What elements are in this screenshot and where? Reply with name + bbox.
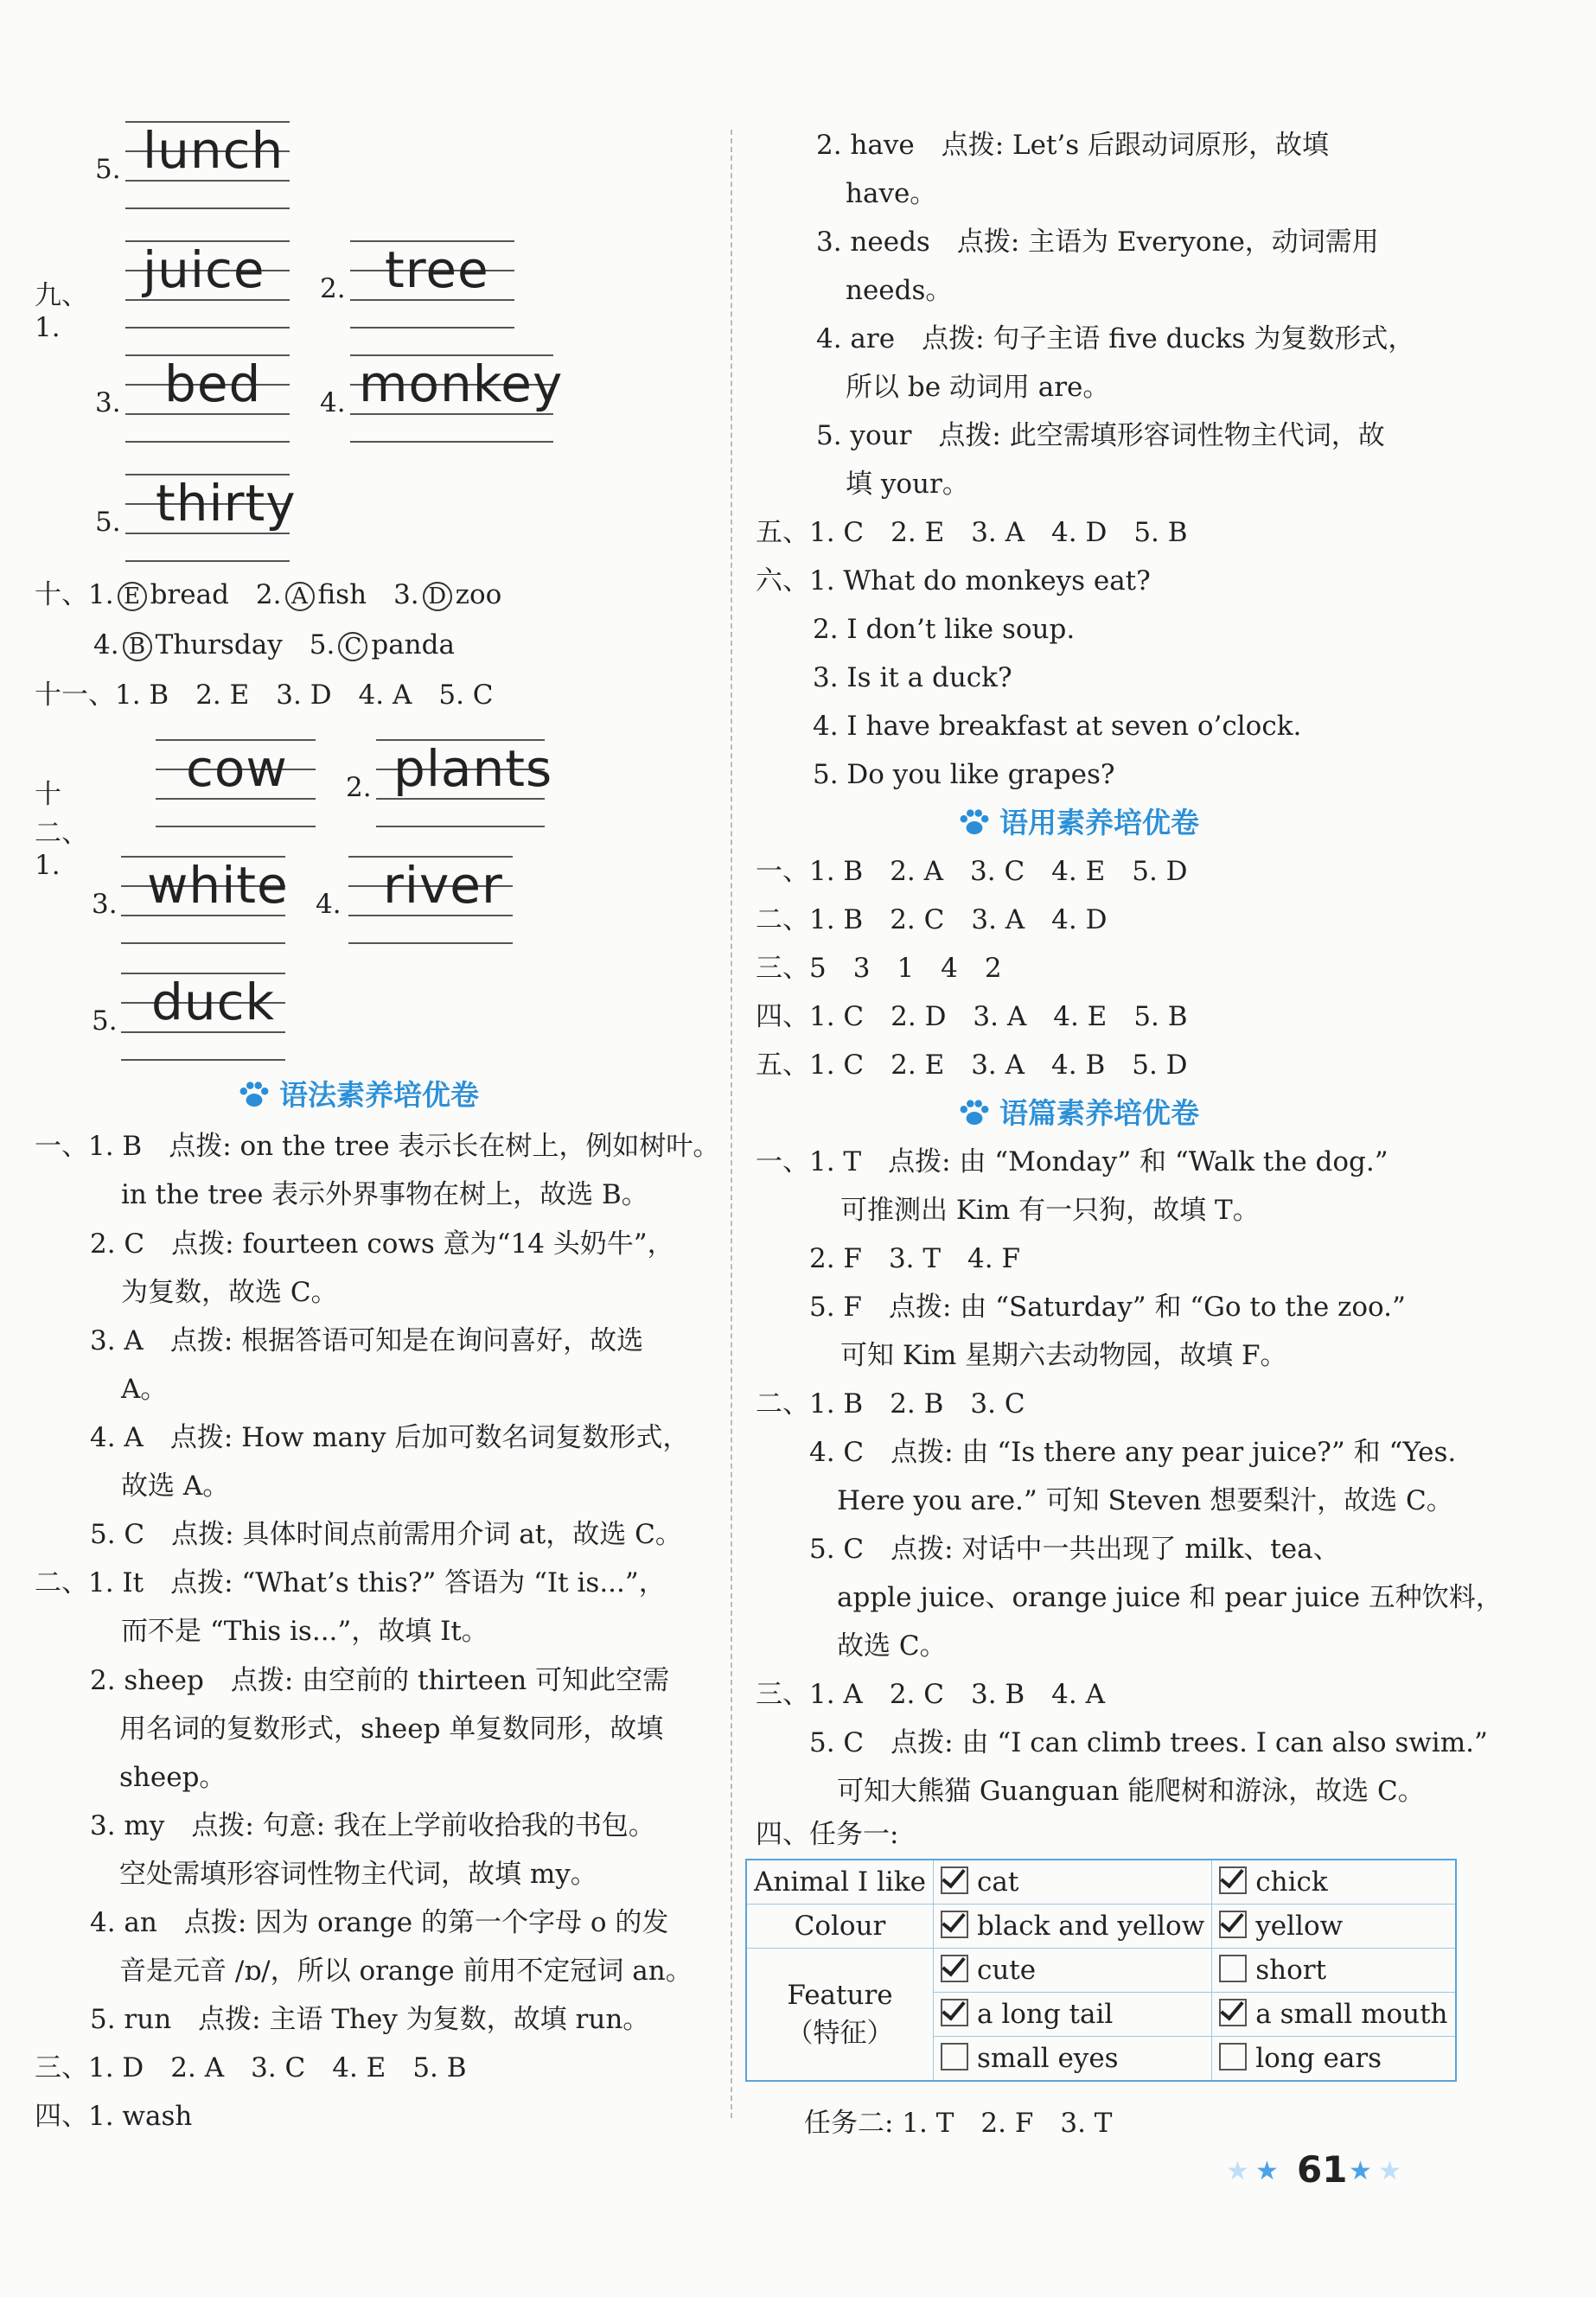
- answer-line: 任务二: 1. T 2. F 3. T: [804, 2108, 1113, 2139]
- answer-line: 二、1. B 2. B 3. C: [756, 1388, 1025, 1420]
- answer-line: 3. Is it a duck?: [813, 662, 1012, 693]
- answer-line: 四、1. wash: [35, 2101, 193, 2132]
- paw-icon: [958, 1099, 991, 1126]
- answer-line: 2. have 点拨: Let’s 后跟动词原形，故填: [816, 130, 1330, 161]
- paw-icon: [238, 1081, 271, 1108]
- checkbox-icon: [941, 1911, 968, 1938]
- q10-line-2: 4. B Thursday 5. C panda: [93, 629, 455, 660]
- page-number: 61: [1297, 2148, 1348, 2191]
- task-table: [745, 1859, 1457, 2082]
- answer-line: 可知 Kim 星期六去动物园，故填 F。: [840, 1340, 1287, 1371]
- answer-line: 一、1. B 2. A 3. C 4. E 5. D: [756, 856, 1188, 887]
- star-icon: ★: [1378, 2156, 1401, 2186]
- answer-line: 为复数，故选 C。: [121, 1277, 338, 1308]
- answer-line: 填 your。: [846, 469, 969, 500]
- handwritten-word: thirty: [156, 474, 297, 533]
- answer-line: 4. are 点拨: 句子主语 five ducks 为复数形式，: [816, 323, 1415, 354]
- option-cell: a long tail: [933, 1993, 1211, 2037]
- handwritten-word: cow: [186, 739, 288, 798]
- option-cell: long ears: [1212, 2037, 1456, 2082]
- answer-line: in the tree 表示外界事物在树上，故选 B。: [121, 1179, 648, 1210]
- section-header-grammar: 语法素养培优卷: [238, 1078, 479, 1113]
- handwritten-word: monkey: [359, 354, 564, 413]
- checkbox-icon: [1219, 1955, 1247, 1982]
- table-row-header: Feature （特征）: [746, 1949, 933, 2082]
- handwritten-word: duck: [151, 973, 276, 1031]
- column-divider: [731, 130, 732, 2118]
- star-icon: ★: [1255, 2156, 1279, 2186]
- answer-line: needs。: [846, 275, 953, 306]
- checkbox-icon: [1219, 1911, 1247, 1938]
- checkbox-icon: [941, 2043, 968, 2070]
- answer-line: have。: [846, 178, 937, 209]
- handwritten-word: river: [383, 856, 503, 915]
- answer-line: A。: [121, 1374, 168, 1405]
- answer-line: 二、1. B 2. C 3. A 4. D: [756, 904, 1108, 935]
- answer-line: 3. needs 点拨: 主语为 Everyone，动词需用: [816, 227, 1379, 258]
- option-cell: chick: [1212, 1860, 1456, 1905]
- section-header-discourse: 语篇素养培优卷: [958, 1096, 1199, 1131]
- checkbox-icon: [1219, 1999, 1247, 2026]
- option-cell: black and yellow: [933, 1905, 1211, 1949]
- handwritten-word: bed: [164, 354, 262, 413]
- answer-line: 3. my 点拨: 句意: 我在上学前收拾我的书包。: [90, 1810, 655, 1841]
- option-cell: a small mouth: [1212, 1993, 1456, 2037]
- answer-line: 三、5 3 1 4 2: [756, 953, 1002, 984]
- answer-line: 5. C 点拨: 对话中一共出现了 milk、tea、: [809, 1534, 1340, 1565]
- answer-line: 5. F 点拨: 由 “Saturday” 和 “Go to the zoo.”: [809, 1292, 1406, 1323]
- answer-line: sheep。: [119, 1762, 227, 1793]
- answer-line: 故选 A。: [121, 1471, 230, 1502]
- option-cell: cute: [933, 1949, 1211, 1993]
- answer-line: 三、1. D 2. A 3. C 4. E 5. B: [35, 2052, 467, 2083]
- checkbox-icon: [941, 1866, 968, 1894]
- answer-line: 2. F 3. T 4. F: [809, 1243, 1020, 1274]
- option-cell: short: [1212, 1949, 1456, 1993]
- answer-line: 五、1. C 2. E 3. A 4. B 5. D: [756, 1050, 1188, 1081]
- answer-line: 可推测出 Kim 有一只狗，故填 T。: [840, 1195, 1260, 1226]
- answer-line: 五、1. C 2. E 3. A 4. D 5. B: [756, 517, 1188, 548]
- answer-line: 一、1. B 点拨: on the tree 表示长在树上，例如树叶。: [35, 1131, 720, 1162]
- option-cell: small eyes: [933, 2037, 1211, 2082]
- answer-line: 一、1. T 点拨: 由 “Monday” 和 “Walk the dog.”: [756, 1146, 1389, 1177]
- answer-line: 用名词的复数形式，sheep 单复数同形，故填: [119, 1713, 664, 1745]
- q10-line-1: 十、1. E bread 2. A fish 3. D zoo: [35, 579, 502, 610]
- handwritten-word: juice: [143, 240, 265, 299]
- checkbox-icon: [941, 1955, 968, 1982]
- option-cell: cat: [933, 1860, 1211, 1905]
- paw-icon: [958, 808, 991, 836]
- answer-line: 二、1. It 点拨: “What’s this?” 答语为 “It is...”，: [35, 1567, 666, 1598]
- answer-line: 5. Do you like grapes?: [813, 759, 1115, 790]
- answer-line: 3. A 点拨: 根据答语可知是在询问喜好，故选: [90, 1325, 644, 1356]
- answer-line: 音是元音 /ɒ/，所以 orange 前用不定冠词 an。: [119, 1956, 693, 1987]
- checkbox-icon: [941, 1999, 968, 2026]
- answer-line: 十一、1. B 2. E 3. D 4. A 5. C: [35, 680, 494, 711]
- answer-line: 5. C 点拨: 由 “I can climb trees. I can also swim.”: [809, 1727, 1488, 1758]
- answer-line: 六、1. What do monkeys eat?: [756, 565, 1151, 597]
- answer-line: 四、1. C 2. D 3. A 4. E 5. B: [756, 1001, 1188, 1032]
- handwritten-word: tree: [385, 240, 489, 299]
- answer-line: 2. I don’t like soup.: [813, 614, 1076, 645]
- answer-line: 故选 C。: [837, 1630, 947, 1662]
- answer-line: Here you are.” 可知 Steven 想要梨汁，故选 C。: [837, 1485, 1453, 1516]
- answer-line: 2. sheep 点拨: 由空前的 thirteen 可知此空需: [90, 1665, 670, 1696]
- answer-line: 4. I have breakfast at seven o’clock.: [813, 711, 1302, 742]
- answer-line: 5. your 点拨: 此空需填形容词性物主代词，故: [816, 420, 1385, 451]
- answer-line: 而不是 “This is...”，故填 It。: [121, 1616, 488, 1647]
- answer-line: 5. C 点拨: 具体时间点前需用介词 at，故选 C。: [90, 1519, 682, 1550]
- answer-line: 三、1. A 2. C 3. B 4. A: [756, 1679, 1105, 1710]
- answer-line: 4. A 点拨: How many 后加可数名词复数形式，: [90, 1422, 690, 1453]
- answer-line: 4. an 点拨: 因为 orange 的第一个字母 o 的发: [90, 1907, 669, 1938]
- checkbox-icon: [1219, 1866, 1247, 1894]
- answer-line: 四、任务一:: [756, 1819, 899, 1850]
- option-cell: yellow: [1212, 1905, 1456, 1949]
- answer-line: apple juice、orange juice 和 pear juice 五种饮料，: [837, 1582, 1503, 1613]
- checkbox-icon: [1219, 2043, 1247, 2070]
- answer-line: 可知大熊猫 Guanguan 能爬树和游泳，故选 C。: [837, 1776, 1425, 1807]
- table-row-header: Colour: [746, 1905, 933, 1949]
- table-row-header: Animal I like: [746, 1860, 933, 1905]
- section-header-usage: 语用素养培优卷: [958, 806, 1199, 840]
- answer-line: 4. C 点拨: 由 “Is there any pear juice?” 和 “Yes.: [809, 1437, 1457, 1468]
- answer-line: 所以 be 动词用 are。: [846, 372, 1110, 403]
- handwritten-word: lunch: [143, 121, 284, 180]
- star-icon: ★: [1349, 2156, 1372, 2186]
- handwritten-word: plants: [393, 739, 553, 798]
- answer-line: 空处需填形容词性物主代词，故填 my。: [119, 1859, 597, 1890]
- star-icon: ★: [1226, 2156, 1249, 2186]
- handwritten-word: white: [147, 856, 289, 915]
- answer-line: 2. C 点拨: fourteen cows 意为“14 头奶牛”，: [90, 1228, 674, 1260]
- answer-line: 5. run 点拨: 主语 They 为复数，故填 run。: [90, 2004, 650, 2035]
